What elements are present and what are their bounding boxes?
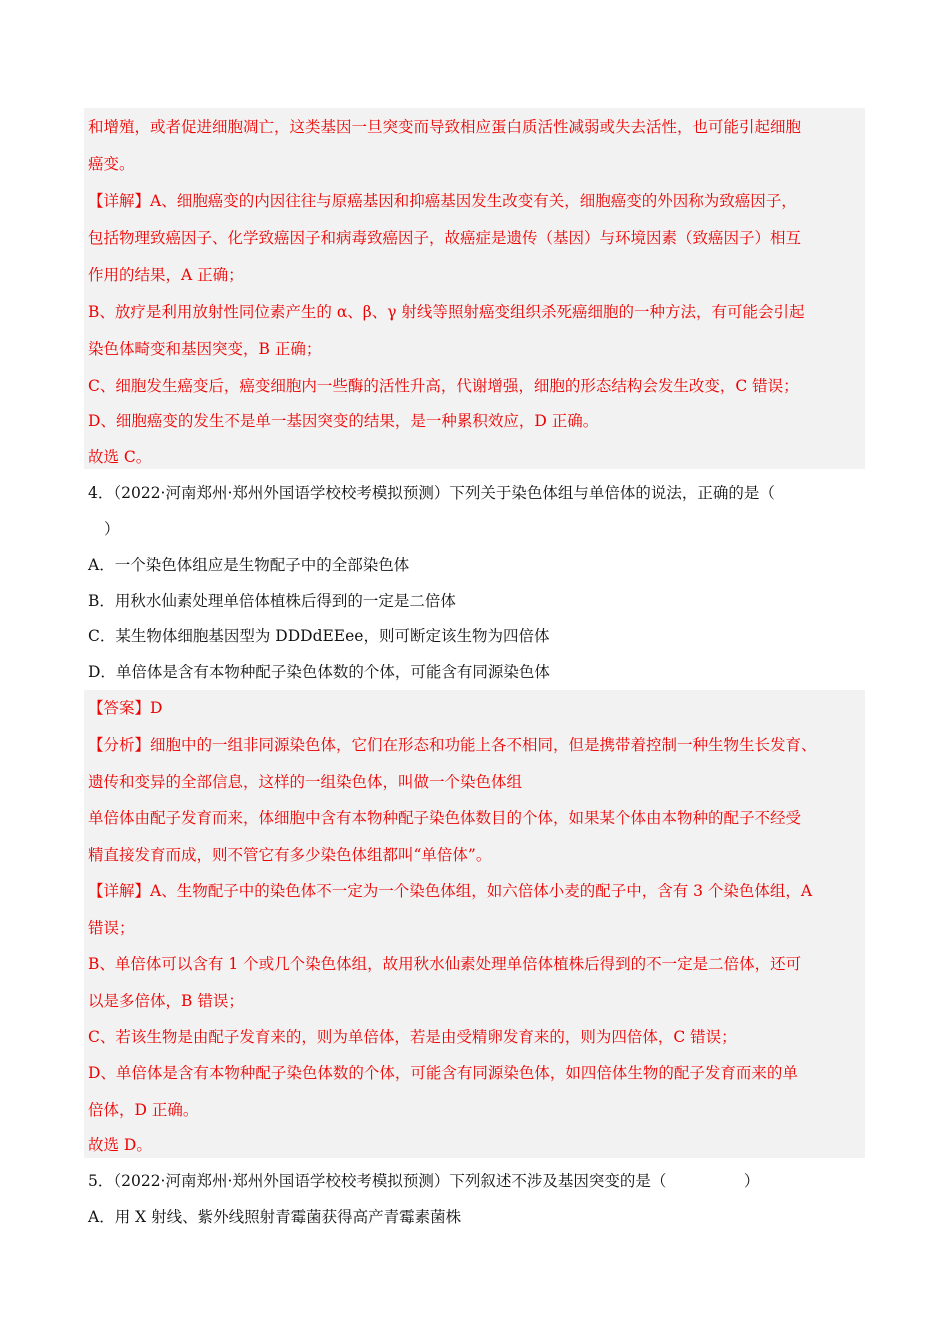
final-choice: 故选 C。 (88, 448, 152, 466)
question-4-option-d: D．单倍体是含有本物种配子染色体数的个体，可能含有同源染色体 (88, 663, 550, 681)
analysis-line: 和增殖，或者促进细胞凋亡，这类基因一旦突变而导致相应蛋白质活性减弱或失去活性，也可能引起细胞 (88, 118, 802, 136)
detail-line: 包括物理致癌因子、化学致癌因子和病毒致癌因子，故癌症是遗传（基因）与环境因素（致癌因子）相互 (88, 229, 802, 247)
detail-line: B、单倍体可以含有 1 个或几个染色体组，故用秋水仙素处理单倍体植株后得到的不一定是二倍体，还可 (88, 955, 802, 973)
detail-line: 倍体，D 正确。 (88, 1101, 199, 1119)
detail-line: 染色体畸变和基因突变，B 正确； (88, 340, 322, 358)
analysis-line: 单倍体由配子发育而来，体细胞中含有本物种配子染色体数目的个体，如果某个体由本物种的配子不经受 (88, 809, 802, 827)
analysis-line: 癌变。 (88, 155, 135, 173)
question-5-stem: 5．（2022·河南郑州·郑州外国语学校校考模拟预测）下列叙述不涉及基因突变的是（ ） (88, 1172, 760, 1190)
detail-line: C、若该生物是由配子发育来的，则为单倍体，若是由受精卵发育来的，则为四倍体，C 错误； (88, 1028, 737, 1046)
detail-line: B、放疗是利用放射性同位素产生的 α、β、γ 射线等照射癌变组织杀死癌细胞的一种方法，有可能会引起 (88, 303, 805, 321)
question-4-stem-cont: ） (104, 520, 120, 538)
answer-line: 【答案】D (88, 699, 163, 717)
detail-line: 作用的结果，A 正确； (88, 266, 244, 284)
analysis-line: 精直接发育而成，则不管它有多少染色体组都叫“单倍体”。 (88, 846, 492, 864)
question-4-stem: 4．（2022·河南郑州·郑州外国语学校校考模拟预测）下列关于染色体组与单倍体的说法，正确的是（ (88, 484, 775, 502)
analysis-block-q4 (84, 690, 865, 1158)
detail-line: 以是多倍体，B 错误； (88, 992, 244, 1010)
question-4-option-a: A．一个染色体组应是生物配子中的全部染色体 (88, 556, 410, 574)
detail-line: D、单倍体是含有本物种配子染色体数的个体，可能含有同源染色体，如四倍体生物的配子发育而来的单 (88, 1064, 798, 1082)
analysis-line: 【分析】细胞中的一组非同源染色体，它们在形态和功能上各不相同，但是携带着控制一种生物生长发育、 (88, 736, 817, 754)
question-5-option-a: A．用 X 射线、紫外线照射青霉菌获得高产青霉素菌株 (88, 1208, 462, 1226)
question-4-option-b: B．用秋水仙素处理单倍体植株后得到的一定是二倍体 (88, 592, 456, 610)
detail-line: D、细胞癌变的发生不是单一基因突变的结果，是一种累积效应，D 正确。 (88, 412, 599, 430)
detail-line: 错误； (88, 919, 135, 937)
detail-line: 【详解】A、细胞癌变的内因往往与原癌基因和抑癌基因发生改变有关，细胞癌变的外因称为致癌因子， (88, 192, 797, 210)
analysis-line: 遗传和变异的全部信息，这样的一组染色体，叫做一个染色体组 (88, 773, 523, 791)
question-4-option-c: C．某生物体细胞基因型为 DDDdEEee，则可断定该生物为四倍体 (88, 627, 550, 645)
final-choice: 故选 D。 (88, 1136, 152, 1154)
detail-line: C、细胞发生癌变后，癌变细胞内一些酶的活性升高，代谢增强，细胞的形态结构会发生改变，C 错误； (88, 377, 799, 395)
detail-line: 【详解】A、生物配子中的染色体不一定为一个染色体组，如六倍体小麦的配子中，含有 3 个染色体组，A (88, 882, 813, 900)
